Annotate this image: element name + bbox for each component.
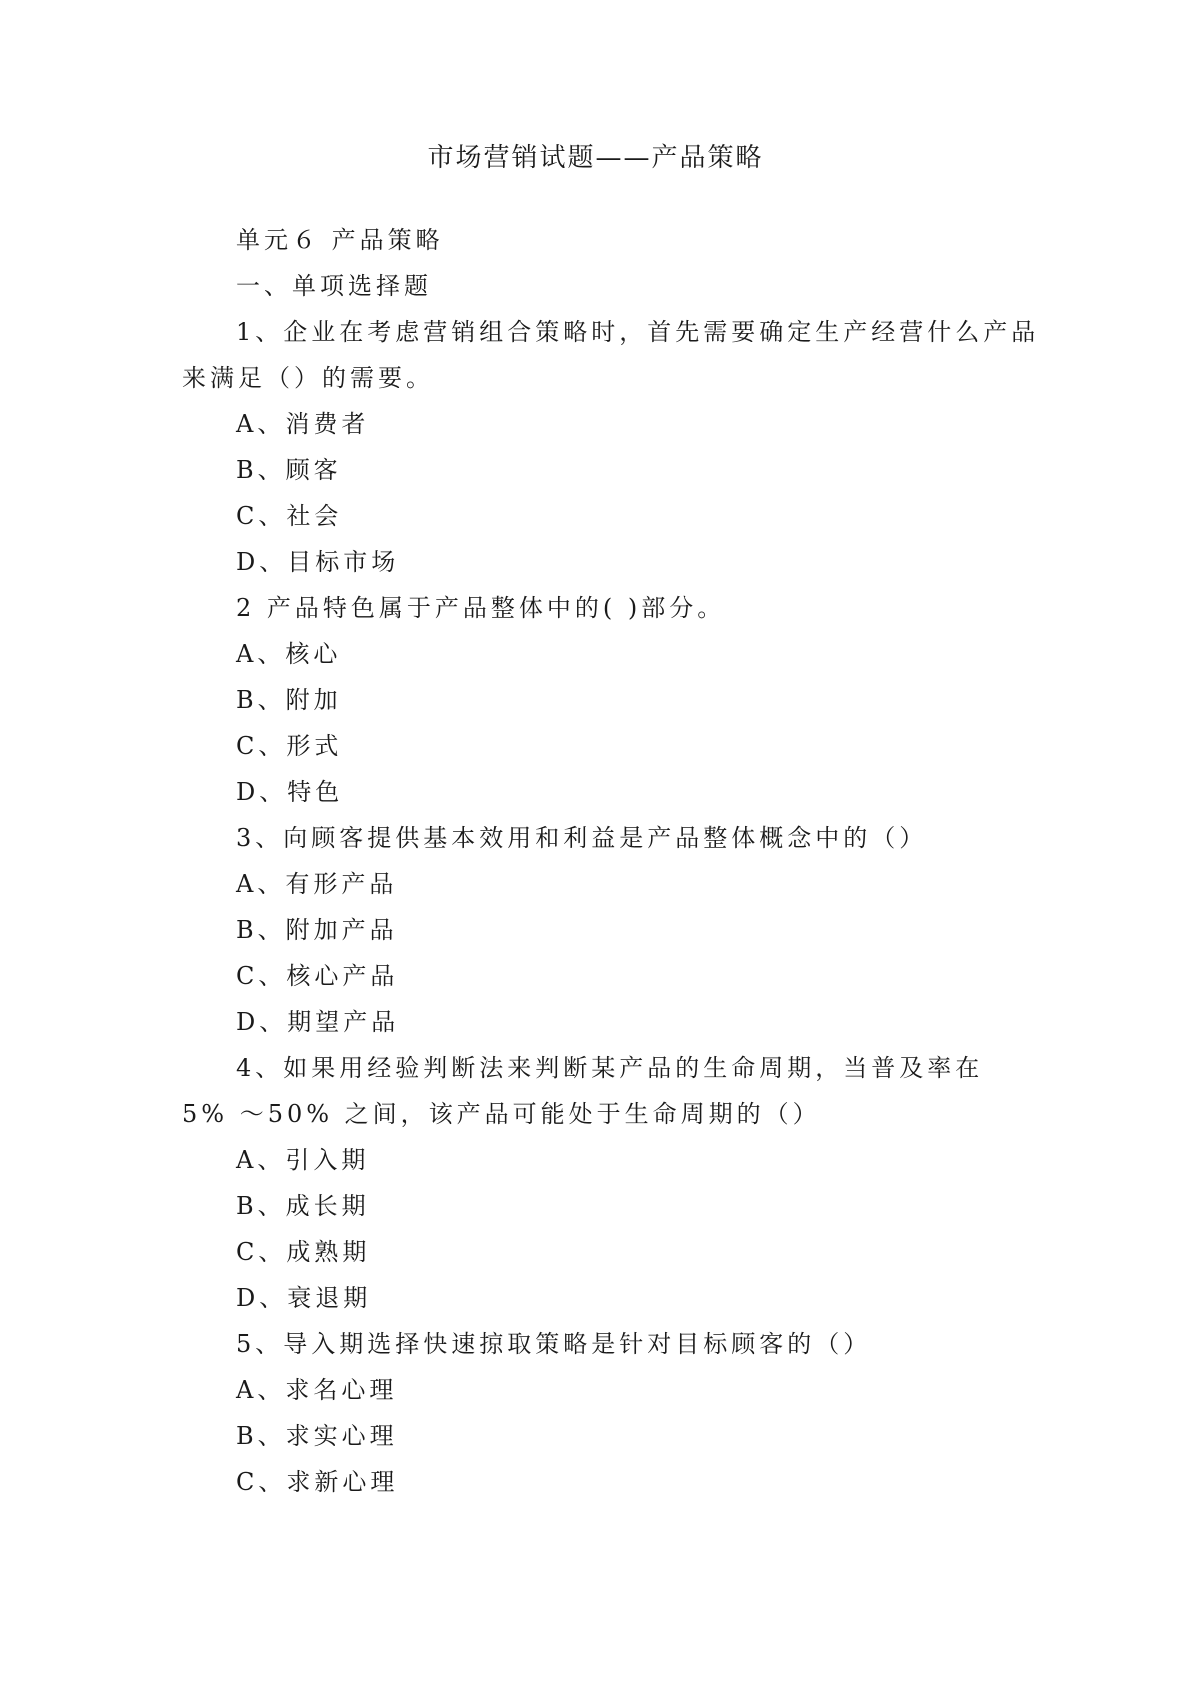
question-4-option-c: C、成熟期 [236, 1238, 371, 1266]
question-2-stem: 2 产品特色属于产品整体中的( )部分。 [236, 594, 726, 622]
question-5-stem: 5、导入期选择快速掠取策略是针对目标顾客的（） [236, 1330, 872, 1358]
question-5-option-c: C、求新心理 [236, 1468, 399, 1496]
question-4-option-b: B、成长期 [236, 1192, 370, 1220]
question-4-stem-line2: 5% ～50% 之间，该产品可能处于生命周期的（） [182, 1100, 821, 1128]
question-4-option-a: A、引入期 [236, 1146, 370, 1174]
unit-heading: 单元６ 产品策略 [236, 226, 444, 254]
section-heading: 一、单项选择题 [236, 272, 432, 300]
question-4-option-d: D、衰退期 [236, 1284, 372, 1312]
question-5-option-b: B、求实心理 [236, 1422, 398, 1450]
question-2-option-c: C、形式 [236, 732, 343, 760]
question-1-option-d: D、目标市场 [236, 548, 400, 576]
question-4-stem-line1: 4、如果用经验判断法来判断某产品的生命周期，当普及率在 [236, 1054, 984, 1082]
question-2-option-d: D、特色 [236, 778, 344, 806]
question-3-option-b: B、附加产品 [236, 916, 398, 944]
question-3-option-d: D、期望产品 [236, 1008, 400, 1036]
question-5-option-a: A、求名心理 [236, 1376, 398, 1404]
question-3-option-a: A、有形产品 [236, 870, 398, 898]
question-1-option-a: A、消费者 [236, 410, 370, 438]
question-1-option-b: B、顾客 [236, 456, 342, 484]
question-1-stem-line2: 来满足（）的需要。 [182, 364, 434, 392]
question-3-stem: 3、向顾客提供基本效用和利益是产品整体概念中的（） [236, 824, 928, 852]
question-1-stem-line1: 1、企业在考虑营销组合策略时，首先需要确定生产经营什么产品 [236, 318, 1040, 346]
question-1-option-c: C、社会 [236, 502, 343, 530]
question-2-option-b: B、附加 [236, 686, 342, 714]
question-2-option-a: A、核心 [236, 640, 342, 668]
question-3-option-c: C、核心产品 [236, 962, 399, 990]
document-title: 市场营销试题——产品策略 [427, 143, 764, 173]
